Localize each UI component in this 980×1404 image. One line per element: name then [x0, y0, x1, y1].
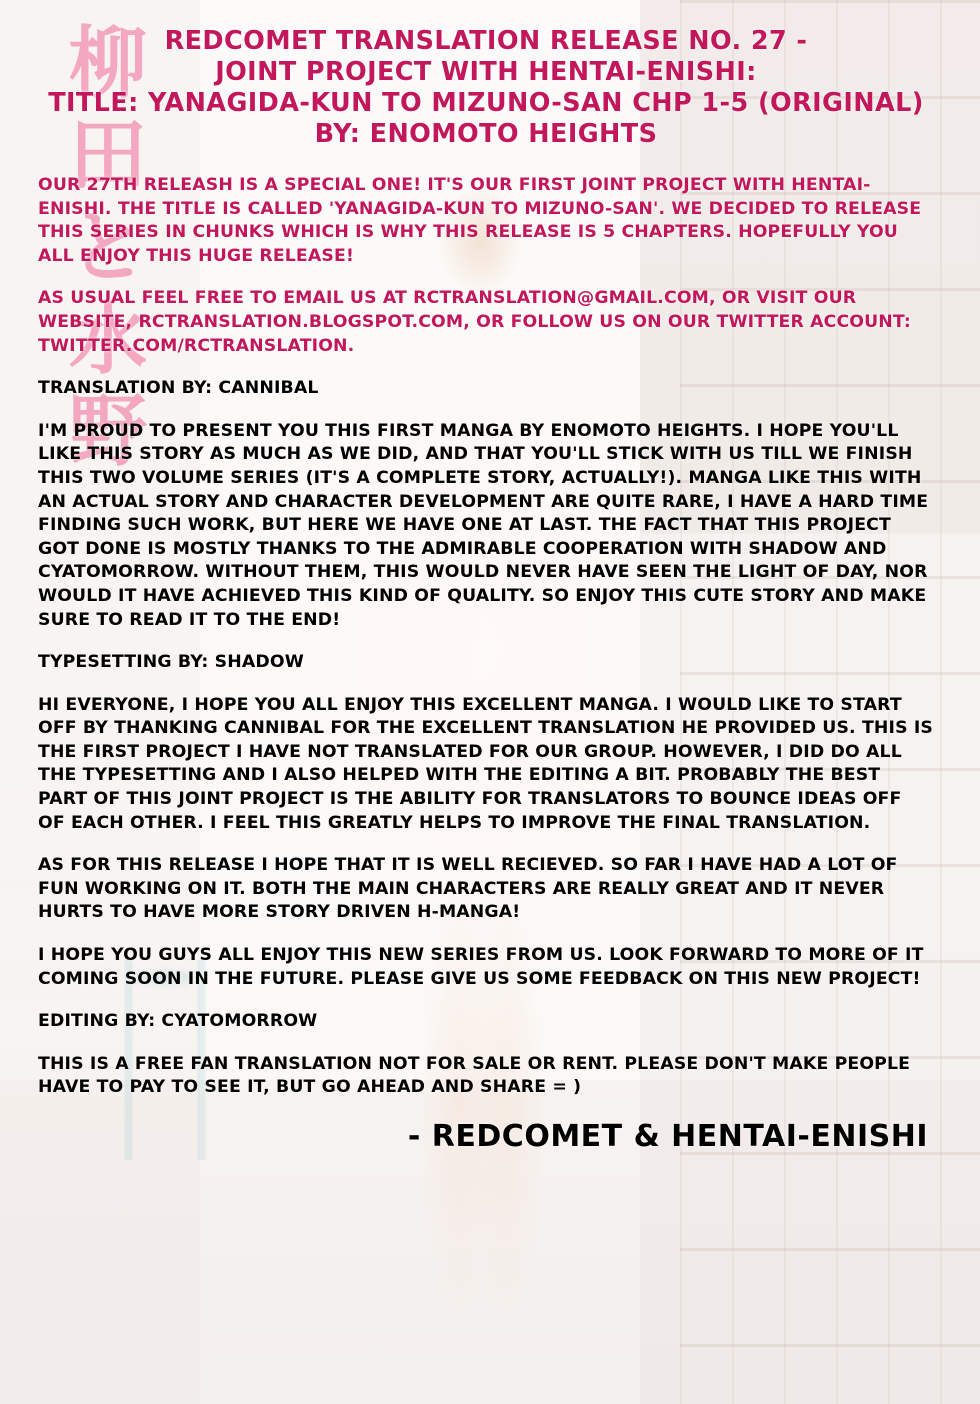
- title-line-joint-project: JOINT PROJECT WITH HENTAI-ENISHI:: [215, 57, 757, 87]
- paragraph-contact: AS USUAL FEEL FREE TO EMAIL US AT RCTRANSLATION@GMAIL.COM, OR VISIT OUR WEBSITE, RCTRANSLATION.BLOGSPOT.COM, OR FOLLOW US ON OUR TWITTER ACCOUNT: TWITTER.COM/RCTRANSLATION.: [38, 288, 911, 356]
- credit-editing: EDITING BY: CYATOMORROW: [38, 1011, 318, 1032]
- title-line-manga-title: TITLE: YANAGIDA-KUN TO MIZUNO-SAN CHP 1-5 (ORIGINAL): [48, 88, 924, 118]
- signature: - REDCOMET & HENTAI-ENISHI: [407, 1119, 928, 1154]
- paragraph-typesetting-note-2: AS FOR THIS RELEASE I HOPE THAT IT IS WELL RECIEVED. SO FAR I HAVE HAD A LOT OF FUN WORKING ON IT. BOTH THE MAIN CHARACTERS ARE REALLY GREAT AND IT NEVER HURTS TO HAVE MORE STORY DRIVEN H-MANGA!: [38, 855, 898, 923]
- page-title: [38, 26, 934, 150]
- notes-body: [38, 174, 934, 1100]
- paragraph-disclaimer: THIS IS A FREE FAN TRANSLATION NOT FOR SALE OR RENT. PLEASE DON'T MAKE PEOPLE HAVE TO PAY TO SEE IT, BUT GO AHEAD AND SHARE = ): [38, 1053, 911, 1098]
- paragraph-typesetting-note-3: I HOPE YOU GUYS ALL ENJOY THIS NEW SERIES FROM US. LOOK FORWARD TO MORE OF IT COMING SOON IN THE FUTURE. PLEASE GIVE US SOME FEEDBACK ON THIS NEW PROJECT!: [38, 945, 924, 989]
- paragraph-intro: OUR 27TH RELEASH IS A SPECIAL ONE! IT'S OUR FIRST JOINT PROJECT WITH HENTAI-ENISHI. THE TITLE IS CALLED 'YANAGIDA-KUN TO MIZUNO-SAN'. WE DECIDED TO RELEASE THIS SERIES IN CHUNKS WHICH IS WHY THIS RELEASE IS 5 CHAPTERS. HOPEFULLY YOU ALL ENJOY THIS HUGE RELEASE!: [38, 175, 922, 266]
- title-line-release: REDCOMET TRANSLATION RELEASE NO. 27 -: [164, 26, 808, 56]
- title-line-author: BY: ENOMOTO HEIGHTS: [314, 119, 658, 149]
- credit-typesetting: TYPESETTING BY: SHADOW: [38, 652, 304, 673]
- paragraph-translation-note: I'M PROUD TO PRESENT YOU THIS FIRST MANGA BY ENOMOTO HEIGHTS. I HOPE YOU'LL LIKE THIS STORY AS MUCH AS WE DID, AND THAT YOU'LL STICK WITH US TILL WE FINISH THIS TWO VOLUME SERIES (IT'S A COMPLETE STORY, ACTUALLY!). MANGA LIKE THIS WITH AN ACTUAL STORY AND CHARACTER DEVELOPMENT ARE QUITE RARE, I HAVE A HARD TIME FINDING SUCH WORK, BUT HERE WE HAVE ONE AT LAST. THE FACT THAT THIS PROJECT GOT DONE IS MOSTLY THANKS TO THE ADMIRABLE COOPERATION WITH SHADOW AND CYATOMORROW. WITHOUT THEM, THIS WOULD NEVER HAVE SEEN THE LIGHT OF DAY, NOR WOULD IT HAVE ACHIEVED THIS KIND OF QUALITY. SO ENJOY THIS CUTE STORY AND MAKE SURE TO READ IT TO THE END!: [38, 420, 929, 630]
- japanese-title-vertical: 柳田と水野: [68, 18, 147, 477]
- paragraph-typesetting-note-1: HI EVERYONE, I HOPE YOU ALL ENJOY THIS EXCELLENT MANGA. I WOULD LIKE TO START OFF BY THANKING CANNIBAL FOR THE EXCELLENT TRANSLATION HE PROVIDED US. THIS IS THE FIRST PROJECT I HAVE NOT TRANSLATED FOR OUR GROUP. HOWEVER, I DID DO ALL THE TYPESETTING AND I ALSO HELPED WITH THE EDITING A BIT. PROBABLY THE BEST PART OF THIS JOINT PROJECT IS THE ABILITY FOR TRANSLATORS TO BOUNCE IDEAS OFF OF EACH OTHER. I FEEL THIS GREATLY HELPS TO IMPROVE THE FINAL TRANSLATION.: [38, 694, 934, 833]
- credit-translation: TRANSLATION BY: CANNIBAL: [38, 378, 319, 399]
